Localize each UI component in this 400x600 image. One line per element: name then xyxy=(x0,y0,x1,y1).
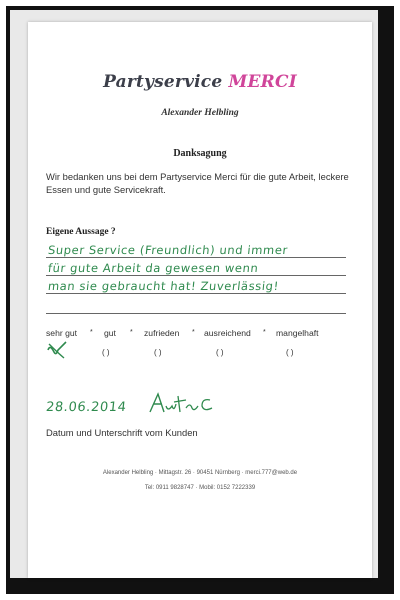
contact-address-line: Alexander Helbling · Mittagstr. 26 · 90451 Nürnberg · merci.777@web.de xyxy=(102,470,298,476)
ruled-line xyxy=(46,293,346,294)
statement-label: Eigene Aussage ? xyxy=(46,227,116,237)
brand-name: Partyservice xyxy=(103,72,223,92)
rating-box-zufrieden: ( ) xyxy=(154,348,162,357)
rating-box-ausreichend: ( ) xyxy=(216,348,224,357)
handwritten-line: Super Service (Freundlich) und immer xyxy=(47,243,289,257)
rating-option-ausreichend: ausreichend xyxy=(204,328,251,338)
owner-name: Alexander Helbling xyxy=(161,108,239,118)
rating-box-gut: ( ) xyxy=(102,348,110,357)
handwritten-line: für gute Arbeit da gewesen wenn xyxy=(47,261,260,275)
handwritten-line: man sie gebraucht hat! Zuverlässig! xyxy=(47,279,280,293)
signature-label: Datum und Unterschrift vom Kunden xyxy=(46,427,198,438)
ruled-line xyxy=(46,313,346,314)
rating-separator: * xyxy=(192,329,195,336)
checkmark-icon xyxy=(46,340,68,360)
rating-separator: * xyxy=(263,329,266,336)
rating-option-zufrieden: zufrieden xyxy=(144,328,180,338)
rating-separator: * xyxy=(90,329,93,336)
rating-separator: * xyxy=(130,329,133,336)
handwritten-date: 28.06.2014 xyxy=(45,400,128,415)
rating-option-sehr-gut: sehr gut xyxy=(46,328,78,338)
signature-icon xyxy=(146,390,216,416)
form-heading: Danksagung xyxy=(173,148,227,159)
certificate-paper xyxy=(28,22,372,578)
intro-text: Wir bedanken uns bei dem Partyservice Merci für die gute Arbeit, leckere Essen und gute Servicekraft. xyxy=(46,171,349,195)
ruled-line xyxy=(46,257,346,258)
ruled-line xyxy=(46,275,346,276)
brand-accent: MERCI xyxy=(228,72,297,92)
rating-box-mangelhaft: ( ) xyxy=(286,348,294,357)
rating-option-mangelhaft: mangelhaft xyxy=(276,328,319,338)
contact-phone-line: Tel: 0911 9828747 · Mobil: 0152 7222339 xyxy=(144,485,256,491)
brand-title xyxy=(28,72,372,92)
rating-option-gut: gut xyxy=(104,328,116,338)
